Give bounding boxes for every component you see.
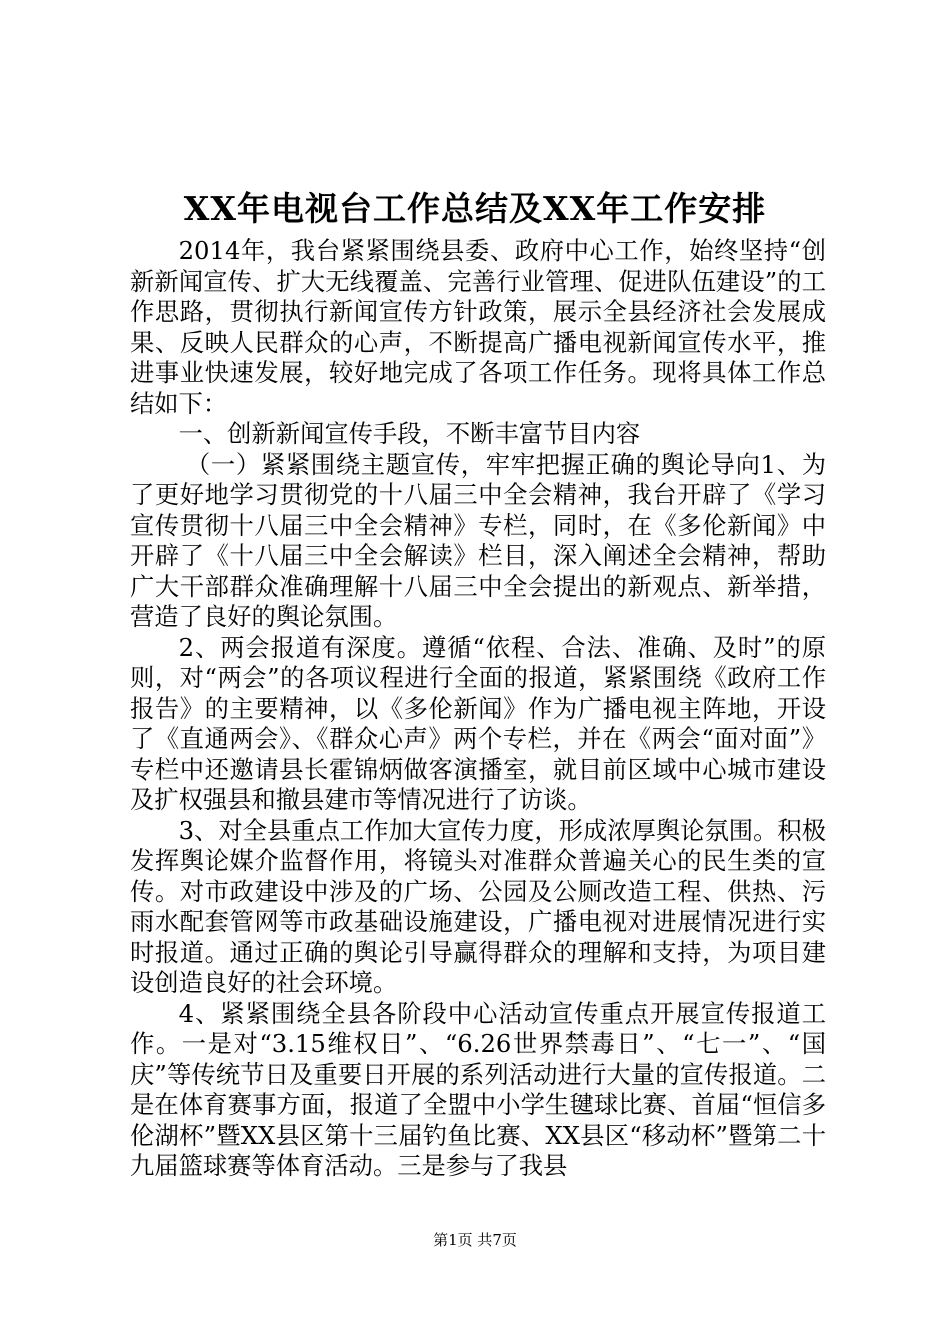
paragraph-subsection-1: （一）紧紧围绕主题宣传，牢牢把握正确的舆论导向1、为了更好地学习贯彻党的十八届三中全会精神，我台开辟了《学习宣传贯彻十八届三中全会精神》专栏，同时，在《多伦新闻》中开辟了《十八届三中全会解读》栏目，深入阐述全会精神，帮助广大干部群众准确理解十八届三中全会提出的新观点、新举措，营造了良好的舆论氛围。 [130,449,826,631]
paragraph-item-3: 3、对全县重点工作加大宣传力度，形成浓厚舆论氛围。积极发挥舆论媒介监督作用，将镜头对准群众普遍关心的民生类的宣传。对市政建设中涉及的广场、公园及公厕改造工程、供热、污雨水配套管网等市政基础设施建设，广播电视对进展情况进行实时报道。通过正确的舆论引导赢得群众的理解和支持，为项目建设创造良好的社会环境。 [130,815,826,997]
document-body [130,236,826,1182]
document-title: XX年电视台工作总结及XX年工作安排 [183,189,767,228]
section-heading-1: 一、创新新闻宣传手段，不断丰富节目内容 [178,419,641,448]
paragraph-item-4: 4、紧紧围绕全县各阶段中心活动宣传重点开展宣传报道工作。一是对“3.15维权日”、“6.26世界禁毒日”、“七一”、“国庆”等传统节日及重要日开展的系列活动进行大量的宣传报道。二是在体育赛事方面，报道了全盟中小学生毽球比赛、首届“恒信多伦湖杯”暨XX县区第十三届钓鱼比赛、XX县区“移动杯”暨第二十九届篮球赛等体育活动。三是参与了我县 [130,998,826,1180]
paragraph-intro: 2014年，我台紧紧围绕县委、政府中心工作，始终坚持“创新新闻宣传、扩大无线覆盖、完善行业管理、促进队伍建设”的工作思路，贯彻执行新闻宣传方针政策，展示全县经济社会发展成果、反映人民群众的心声，不断提高广播电视新闻宣传水平，推进事业快速发展，较好地完成了各项工作任务。现将具体工作总结如下： [130,236,826,418]
page-footer: 第1页 共7页 [433,1231,517,1249]
paragraph-item-2: 2、两会报道有深度。遵循“依程、合法、准确、及时”的原则，对“两会”的各项议程进行全面的报道，紧紧围绕《政府工作报告》的主要精神，以《多伦新闻》作为广播电视主阵地，开设了《直通两会》、《群众心声》两个专栏，并在《两会“面对面”》专栏中还邀请县长霍锦炳做客演播室，就目前区域中心城市建设及扩权强县和撤县建市等情况进行了访谈。 [130,632,826,814]
